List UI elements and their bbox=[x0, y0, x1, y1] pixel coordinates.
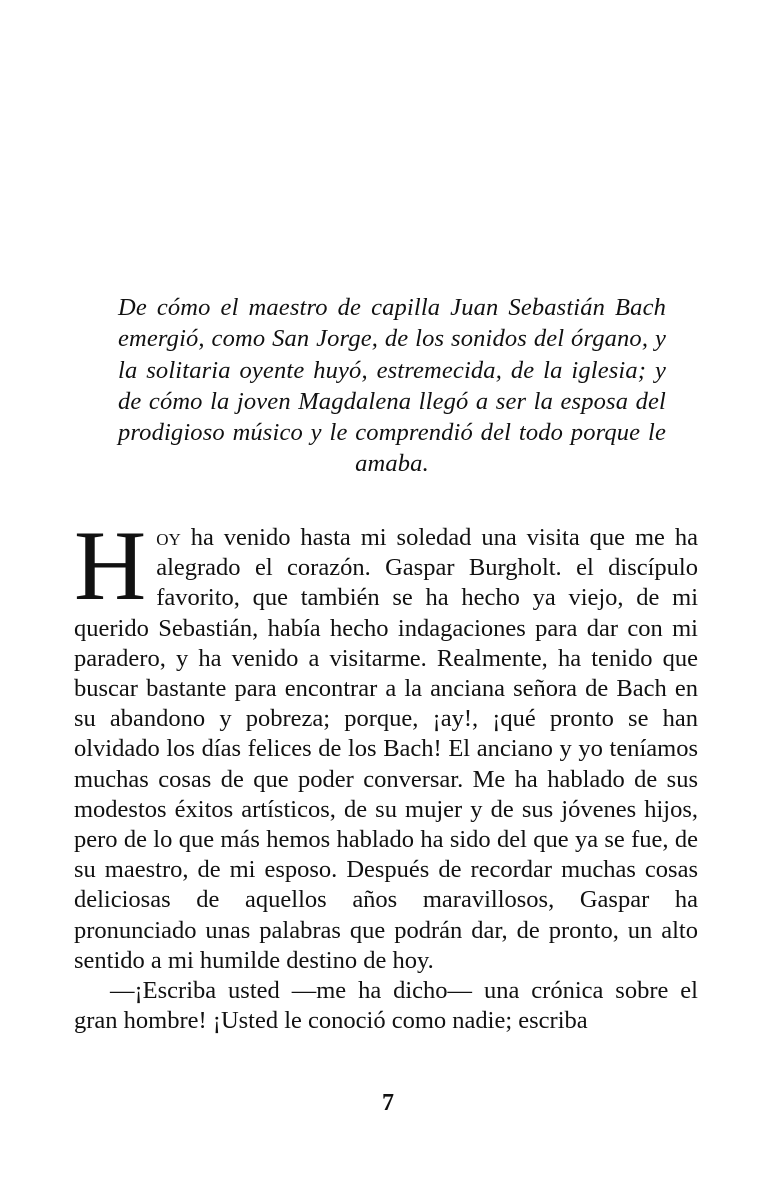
first-word-rest: oy bbox=[156, 524, 181, 551]
paragraph-2: —¡Escriba usted —me ha dicho— una crónica sobre el gran hombre! ¡Usted le conoció como nadie; escriba bbox=[74, 977, 698, 1035]
chapter-summary: De cómo el maestro de capilla Juan Sebastián Bach emergió, como San Jorge, de los sonidos del órgano, y la solitaria oyente huyó, estremecida, de la iglesia; y de cómo la joven Magdalena llegó a ser la esposa del prodigioso músico y le comprendió del todo porque le amaba. bbox=[118, 294, 666, 478]
paragraph-1-text: ha venido hasta mi soledad una visita que me ha alegrado el corazón. Gaspar Burgholt. el discípulo favorito, que también se ha hecho ya viejo, de mi querido Sebastián, había hecho indagaciones para dar con mi paradero, y ha venido a visitarme. Realmente, ha tenido que buscar bastante para encontrar a la anciana señora de Bach en su abandono y pobreza; porque, ¡ay!, ¡qué pronto se han olvidado los días felices de los Bach! El anciano y yo teníamos muchas cosas de que poder conversar. Me ha hablado de sus modestos éxitos artísticos, de su mujer y de sus jóvenes hijos, pero de lo que más hemos hablado ha sido del que ya se fue, de su maestro, de mi esposo. Después de recordar muchas cosas deliciosas de aquellos años maravillosos, Gaspar ha pronunciado unas palabras que podrán dar, de pronto, un alto sentido a mi humilde destino de hoy. bbox=[74, 524, 698, 974]
drop-cap: H bbox=[74, 510, 147, 621]
chapter-body bbox=[74, 510, 698, 1036]
page-number: 7 bbox=[382, 1090, 394, 1116]
paragraph-1 bbox=[74, 510, 698, 976]
